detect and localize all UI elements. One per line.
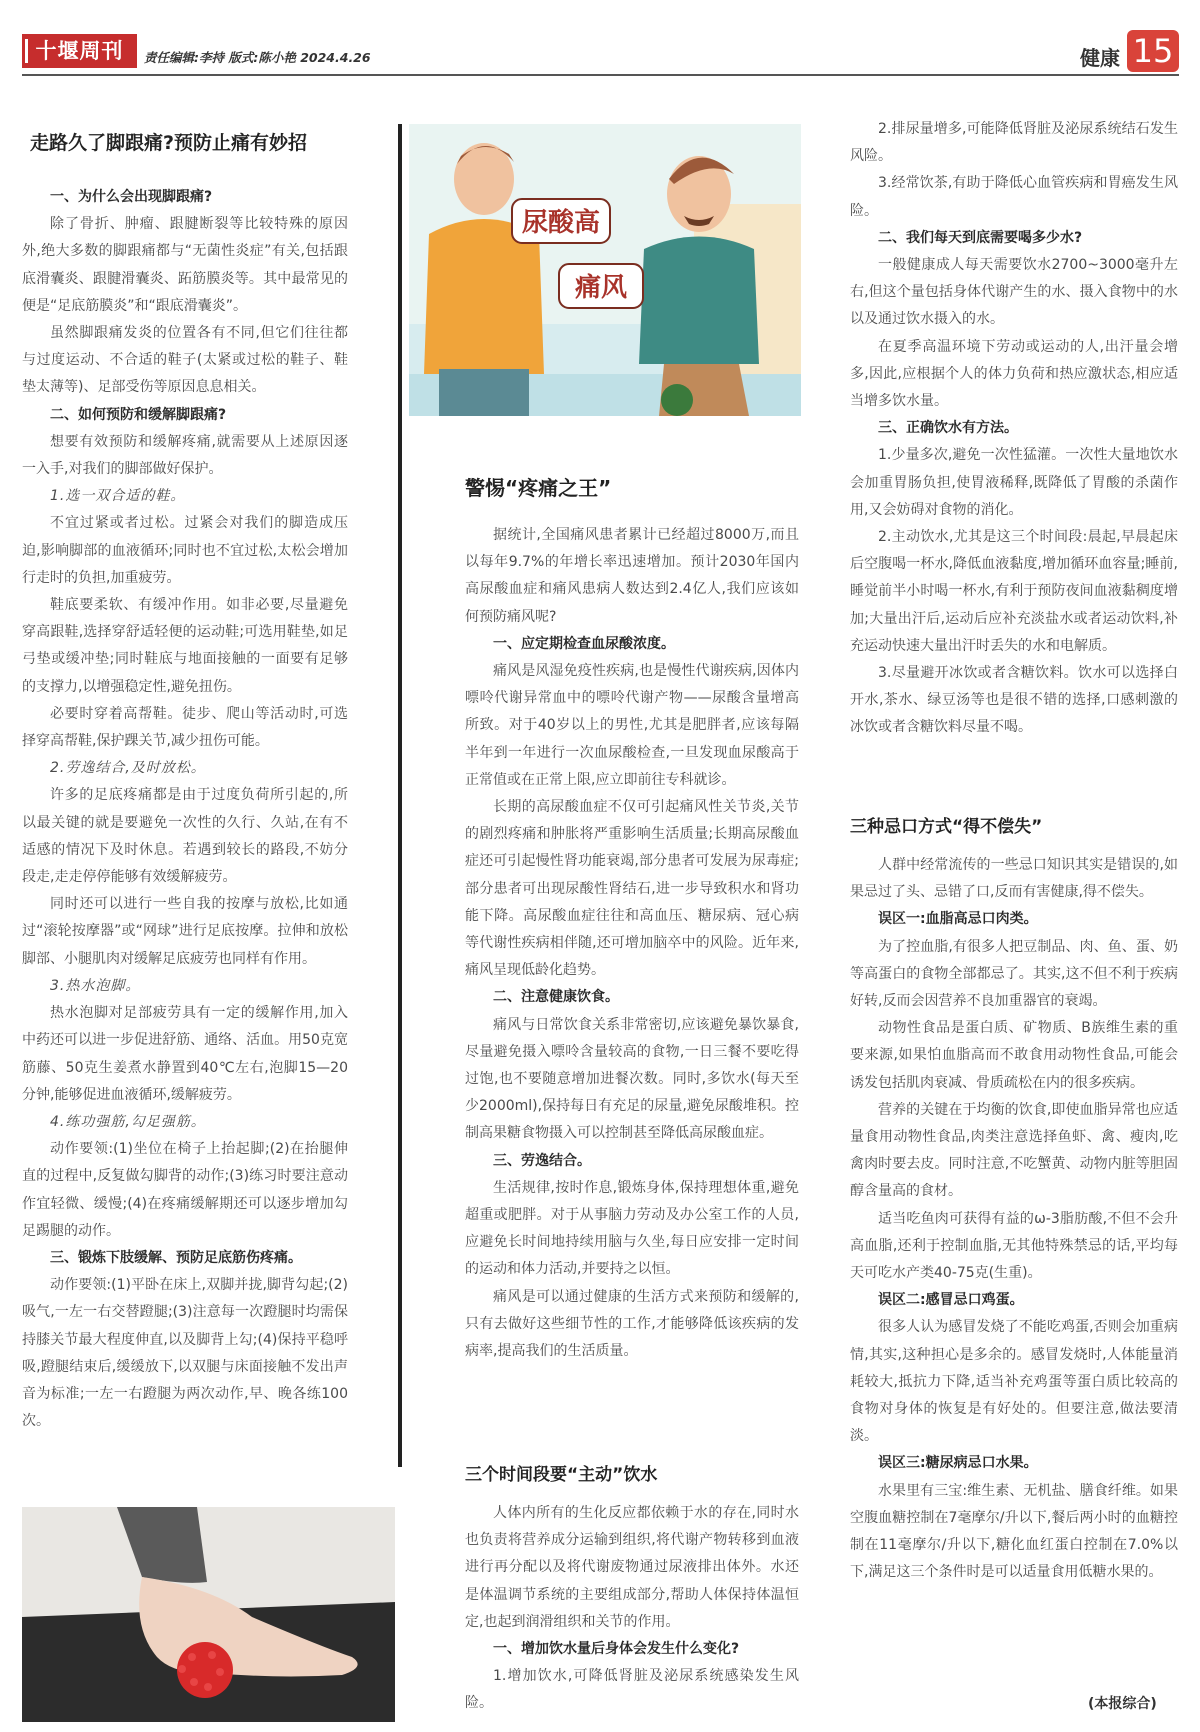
foot-massage-photo [22, 1507, 395, 1722]
paragraph: 热水泡脚对足部疲劳具有一定的缓解作用,加入中药还可以进一步促进舒筋、通络、活血。用50克宽筋藤、50克生姜煮水静置到40℃左右,泡脚15—20分钟,能够促进血液循环,缓解疲劳。 [22, 1005, 348, 1103]
paragraph: 必要时穿着高帮鞋。徒步、爬山等活动时,可选择穿高帮鞋,保护踝关节,减少扭伤可能。 [22, 705, 348, 750]
paragraph: 1.少量多次,避免一次性猛灌。一次性大量地饮水会加重胃肠负担,使胃液稀释,既降低了胃酸的杀菌作用,又会妨碍对食物的消化。 [850, 447, 1178, 518]
gout-illustration [409, 124, 801, 416]
section-heading: 一、应定期检查血尿酸浓度。 [493, 635, 675, 652]
paragraph: 人体内所有的生化反应都依赖于水的存在,同时水也负责将营养成分运输到组织,将代谢产物转移到血液进行再分配以及将代谢废物通过尿液排出体外。水还是体温调节系统的主要组成部分,帮助人体保持体温恒定,也起到润滑组织和关节的作用。 [465, 1505, 799, 1630]
paragraph: 虽然脚跟痛发炎的位置各有不同,但它们往往都与过度运动、不合适的鞋子(太紧或过松的鞋子、鞋垫太薄等)、足部受伤等原因息息相关。 [22, 325, 348, 396]
article4-body [850, 852, 1178, 1586]
editor-line: 责任编辑:李持 版式:陈小艳 2024.4.26 [144, 50, 371, 65]
masthead-logo: 十堰周刊 [22, 34, 137, 68]
paragraph: 痛风是可以通过健康的生活方式来预防和缓解的,只有去做好这些细节性的工作,才能够降低该疾病的发病率,提高我们的生活质量。 [465, 1288, 799, 1360]
paragraph: 长期的高尿酸血症不仅可引起痛风性关节炎,关节的剧烈疼痛和肿胀将严重影响生活质量;长期高尿酸血症还可引起慢性肾功能衰竭,部分患者可发展为尿毒症;部分患者可出现尿酸性肾结石,进一步导致积水和肾功能下降。高尿酸血症往往和高血压、糖尿病、冠心病等代谢性疾病相伴随,还可增加脑卒中的风险。近年来,痛风呈现低龄化趋势。 [465, 799, 799, 979]
section-heading: 二、我们每天到底需要喝多少水? [878, 229, 1083, 246]
paragraph: 想要有效预防和缓解疼痛,就需要从上述原因逐一入手,对我们的脚部做好保护。 [22, 433, 348, 478]
paragraph: 痛风是风湿免疫性疾病,也是慢性代谢疾病,因体内嘌呤代谢异常血中的嘌呤代谢产物——尿酸含量增高所致。对于40岁以上的男性,尤其是肥胖者,应该每隔半年到一年进行一次血尿酸检查,一旦发现血尿酸高于正常值或在正常上限,应立即前往专科就诊。 [465, 663, 799, 788]
column-divider [398, 124, 402, 1467]
paragraph: 除了骨折、肿瘤、跟腱断裂等比较特殊的原因外,绝大多数的脚跟痛都与“无菌性炎症”有关,包括跟底滑囊炎、跟腱滑囊炎、跖筋膜炎等。其中最常见的便是“足底筋膜炎”和“跟底滑囊炎”。 [22, 216, 348, 314]
article4-title: 三种忌口方式“得不偿失” [850, 817, 1043, 837]
article3-continued [850, 116, 1178, 742]
paragraph: 动作要领:(1)平卧在床上,双脚并拢,脚背勾起;(2)吸气,一左一右交替蹬腿;(3)注意每一次蹬腿时均需保持膝关节最大程度伸直,以及脚背上勾;(4)保持平稳呼吸,蹬腿结束后,缓缓放下,以双腿与床面接触不发出声音为标准;一左一右蹬腿为两次动作,早、晚各练100次。 [22, 1277, 348, 1430]
article1-body [22, 184, 348, 1435]
paragraph: 水果里有三宝:维生素、无机盐、膳食纤维。如果空腹血糖控制在7毫摩尔/升以下,餐后两小时的血糖控制在11毫摩尔/升以下,糖化血红蛋白控制在7.0%以下,满足这三个条件时是可以适量食用低糖水果的。 [850, 1482, 1178, 1581]
section-heading: 误区二:感冒忌口鸡蛋。 [878, 1292, 1024, 1309]
article3-title: 三个时间段要“主动”饮水 [465, 1465, 658, 1485]
paragraph: 生活规律,按时作息,锻炼身体,保持理想体重,避免超重或肥胖。对于从事脑力劳动及办公室工作的人员,应避免长时间地持续用脑与久坐,每日应安排一定时间的运动和体力活动,并要持之以恒。 [465, 1179, 799, 1278]
paragraph: 动物性食品是蛋白质、矿物质、B族维生素的重要来源,如果怕血脂高而不敢食用动物性食品,可能会诱发包括肌肉衰减、骨质疏松在内的很多疾病。 [850, 1020, 1178, 1091]
paragraph: 一般健康成人每天需要饮水2700~3000毫升左右,但这个量包括身体代谢产生的水、摄入食物中的水以及通过饮水摄入的水。 [850, 257, 1178, 328]
paragraph: 为了控血脂,有很多人把豆制品、肉、鱼、蛋、奶等高蛋白的食物全部都忌了。其实,这不但不利于疾病好转,反而会因营养不良加重器官的衰竭。 [850, 938, 1178, 1010]
paragraph: 营养的关键在于均衡的饮食,即使血脂异常也应适量食用动物性食品,肉类注意选择鱼虾、禽、瘦肉,吃禽肉时要去皮。同时注意,不吃蟹黄、动物内脏等胆固醇含量高的食材。 [850, 1101, 1178, 1200]
paragraph: 3.经常饮茶,有助于降低心血管疾病和胃癌发生风险。 [850, 175, 1178, 219]
paragraph: 痛风与日常饮食关系非常密切,应该避免暴饮暴食,尽量避免摄入嘌呤含量较高的食物,一日三餐不要吃得过饱,也不要随意增加进餐次数。同时,多饮水(每天至少2000ml),保持每日有充足的尿量,避免尿酸堆积。控制高果糖食物摄入可以控制甚至降低高尿酸血症。 [465, 1016, 799, 1142]
section-heading: 误区三:糖尿病忌口水果。 [878, 1455, 1038, 1472]
subheading: 2.劳逸结合,及时放松。 [50, 760, 206, 777]
subheading: 1.选一双合适的鞋。 [50, 488, 186, 505]
paragraph: 3.尽量避开冰饮或者含糖饮料。饮水可以选择白开水,茶水、绿豆汤等也是很不错的选择,口感刺激的冰饮或者含糖饮料尽量不喝。 [850, 665, 1178, 736]
illustration-label-uric-acid: 尿酸高 [521, 208, 601, 238]
article2-body [465, 522, 799, 1365]
section-heading: 二、注意健康饮食。 [493, 989, 619, 1006]
subheading: 3.热水泡脚。 [50, 977, 141, 994]
illustration-label-gout: 痛风 [574, 273, 628, 303]
section-heading: 三、正确饮水有方法。 [878, 420, 1018, 437]
paragraph: 人群中经常流传的一些忌口知识其实是错误的,如果忌过了头、忌错了口,反而有害健康,得不偿失。 [850, 857, 1178, 901]
section-heading: 三、锻炼下肢缓解、预防足底筋伤疼痛。 [50, 1249, 302, 1266]
paragraph: 2.主动饮水,尤其是这三个时间段:晨起,早晨起床后空腹喝一杯水,降低血液黏度,增加循环血容量;睡前,睡觉前半小时喝一杯水,有利于预防夜间血液黏稠度增加;大量出汗后,运动后应补充淡盐水或者运动饮料,补充运动快速大量出汗时丢失的水和电解质。 [850, 529, 1178, 654]
header-rule [22, 74, 1179, 76]
paragraph: 在夏季高温环境下劳动或运动的人,出汗量会增多,因此,应根据个人的体力负荷和热应激状态,相应适当增多饮水量。 [850, 338, 1178, 410]
paragraph: 不宜过紧或者过松。过紧会对我们的脚造成压迫,影响脚部的血液循环;同时也不宜过松,太松会增加行走时的负担,加重疲劳。 [22, 515, 348, 586]
section-heading: 二、如何预防和缓解脚跟痛? [50, 406, 227, 423]
section-heading: 一、增加饮水量后身体会发生什么变化? [493, 1641, 740, 1658]
section-heading: 一、为什么会出现脚跟痛? [50, 189, 213, 205]
paragraph: 很多人认为感冒发烧了不能吃鸡蛋,否则会加重病情,其实,这种担心是多余的。感冒发烧时,人体能量消耗较大,抵抗力下降,适当补充鸡蛋等蛋白质比较高的食物对身体的恢复是有好处的。但要注意,做法要清淡。 [850, 1319, 1178, 1445]
article1-title: 走路久了脚跟痛?预防止痛有妙招 [30, 132, 308, 154]
paragraph: 据统计,全国痛风患者累计已经超过8000万,而且以每年9.7%的年增长率迅速增加。预计2030年国内高尿酸血症和痛风患病人数达到2.4亿人,我们应该如何预防痛风呢? [465, 527, 799, 625]
paragraph: 鞋底要柔软、有缓冲作用。如非必要,尽量避免穿高跟鞋,选择穿舒适轻便的运动鞋;可选用鞋垫,如足弓垫或缓冲垫;同时鞋底与地面接触的一面要有足够的支撑力,以增强稳定性,避免扭伤。 [22, 597, 348, 695]
article3-body [465, 1500, 799, 1718]
section-name: 健康 [1080, 46, 1120, 70]
paragraph: 1.增加饮水,可降低肾脏及泌尿系统感染发生风险。 [465, 1668, 799, 1712]
paragraph: 同时还可以进行一些自我的按摩与放松,比如通过“滚轮按摩器”或“网球”进行足底按摩。拉伸和放松脚部、小腿肌肉对缓解足底疲劳也同样有作用。 [22, 896, 348, 967]
paragraph: 许多的足底疼痛都是由于过度负荷所引起的,所以最关键的就是要避免一次性的久行、久站,在有不适感的情况下及时休息。若遇到较长的路段,不妨分段走,走走停停能够有效缓解疲劳。 [22, 787, 348, 886]
paragraph: 2.排尿量增多,可能降低肾脏及泌尿系统结石发生风险。 [850, 121, 1178, 165]
paragraph: 适当吃鱼肉可获得有益的ω-3脂肪酸,不但不会升高血脂,还利于控制血脂,无其他特殊禁忌的话,平均每天可吃水产类40-75克(生重)。 [850, 1210, 1178, 1282]
section-heading: 三、劳逸结合。 [493, 1152, 591, 1169]
source-note: (本报综合) [1088, 1696, 1157, 1712]
article2-title: 警惕“疼痛之王” [465, 476, 612, 500]
page-number: 15 [1127, 30, 1179, 72]
paragraph: 动作要领:(1)坐位在椅子上抬起脚;(2)在抬腿伸直的过程中,反复做勾脚背的动作;(3)练习时要注意动作宜轻微、缓慢;(4)在疼痛缓解期还可以逐步增加勾足踢腿的动作。 [22, 1141, 348, 1239]
section-heading: 误区一:血脂高忌口肉类。 [878, 911, 1038, 928]
subheading: 4.练功强筋,勾足强筋。 [50, 1113, 206, 1130]
